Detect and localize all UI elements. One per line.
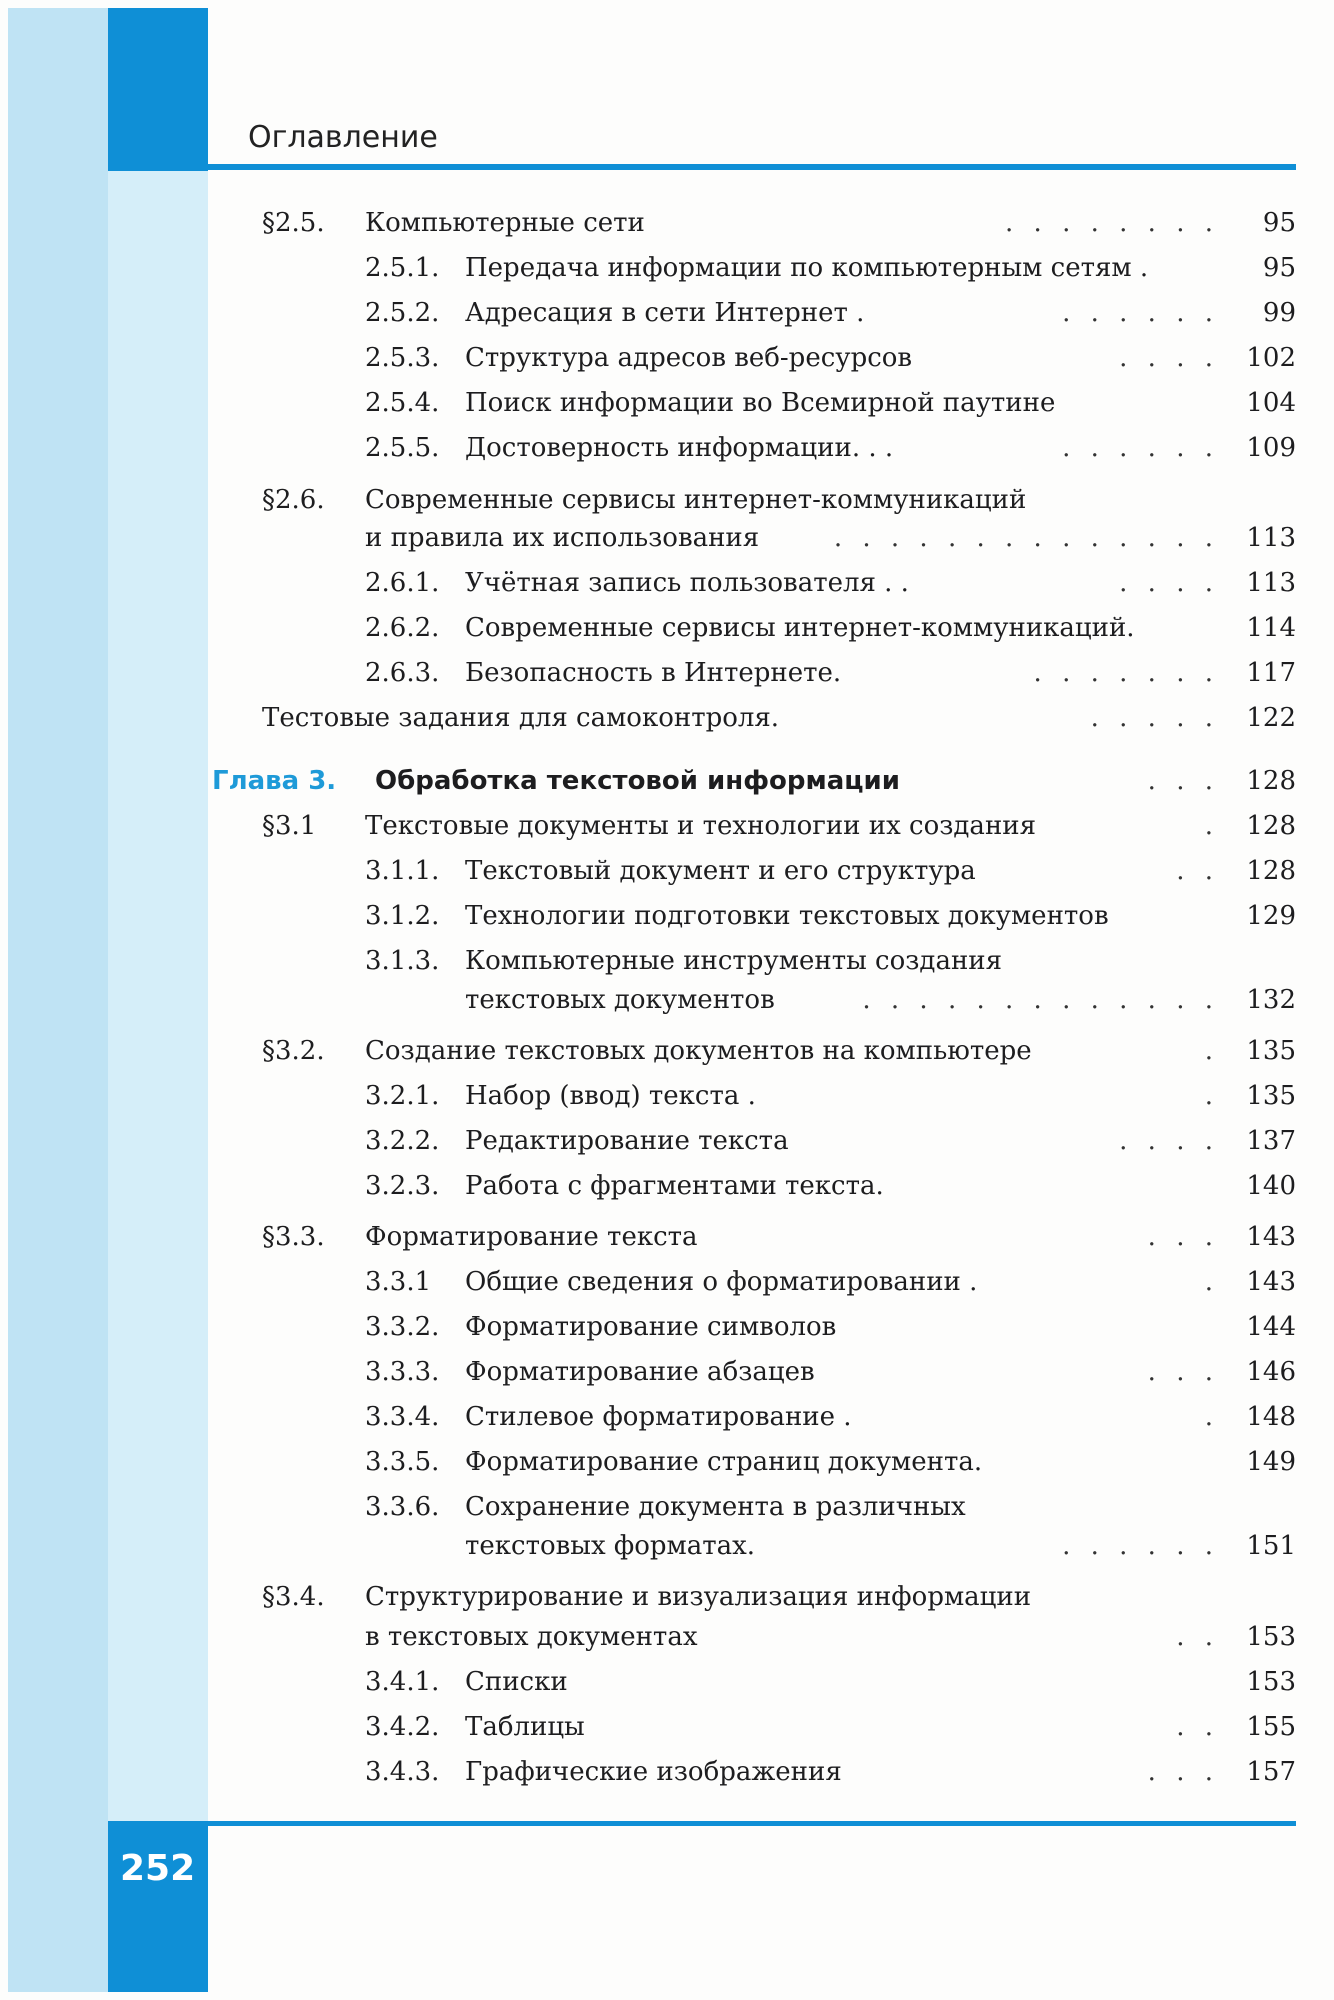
- toc-title: Форматирование абзацев: [465, 1357, 815, 1387]
- toc-row[interactable]: [0, 854, 1334, 894]
- toc-number: 2.6.2.: [365, 613, 440, 643]
- toc-number: 3.4.3.: [365, 1757, 440, 1787]
- toc-page-number: 128: [1246, 856, 1296, 886]
- toc-page-number: 146: [1246, 1357, 1296, 1387]
- toc-leader-dots: . .: [1176, 1622, 1219, 1652]
- toc-number: 3.3.4.: [365, 1402, 440, 1432]
- toc-row[interactable]: [0, 1529, 1334, 1569]
- toc-row[interactable]: [0, 566, 1334, 606]
- toc-page-number: 109: [1246, 433, 1296, 463]
- toc-title: Таблицы: [465, 1712, 585, 1742]
- toc-leader-dots: .: [1204, 1036, 1219, 1066]
- toc-leader-dots: . . . .: [1119, 343, 1219, 373]
- toc-leader-dots: . . . . . .: [1062, 433, 1219, 463]
- toc-title: Общие сведения о форматировании .: [465, 1267, 978, 1297]
- toc-title: Текстовые документы и технологии их создания: [365, 811, 1036, 841]
- toc-row[interactable]: [0, 1580, 1334, 1620]
- toc-row[interactable]: [0, 1079, 1334, 1119]
- toc-number: §2.5.: [262, 208, 325, 238]
- toc-row[interactable]: [0, 701, 1334, 741]
- toc-page-number: 148: [1246, 1402, 1296, 1432]
- toc-title: Форматирование символов: [465, 1312, 837, 1342]
- toc-number: 2.5.3.: [365, 343, 440, 373]
- toc-leader-dots: . . . . . . . . . . . . . .: [833, 523, 1219, 553]
- toc-title: Компьютерные инструменты создания: [465, 946, 1002, 976]
- page-title: Оглавление: [248, 120, 438, 155]
- toc-page-number: 155: [1246, 1712, 1296, 1742]
- toc-title: Передача информации по компьютерным сетям .: [465, 253, 1149, 283]
- toc-row[interactable]: [0, 1445, 1334, 1485]
- toc-leader-dots: . . . . . .: [1062, 1531, 1219, 1561]
- toc-title: Работа с фрагментами текста.: [465, 1171, 884, 1201]
- toc-page-number: 128: [1246, 766, 1296, 796]
- toc-page-number: 153: [1246, 1622, 1296, 1652]
- toc-page-number: 128: [1246, 811, 1296, 841]
- toc-page-number: 151: [1246, 1531, 1296, 1561]
- toc-number: 3.3.6.: [365, 1492, 440, 1522]
- toc-page-number: 129: [1246, 901, 1296, 931]
- toc-row[interactable]: [0, 656, 1334, 696]
- toc-row[interactable]: [0, 1124, 1334, 1164]
- toc-title: Безопасность в Интернете.: [465, 658, 842, 688]
- toc-page-number: 137: [1246, 1126, 1296, 1156]
- toc-leader-dots: . . . .: [1119, 568, 1219, 598]
- toc-number: §3.4.: [262, 1582, 325, 1612]
- toc-page-number: 113: [1246, 523, 1296, 553]
- toc-page-number: 157: [1246, 1757, 1296, 1787]
- toc-title: в текстовых документах: [365, 1622, 698, 1652]
- toc-number: §3.3.: [262, 1222, 325, 1252]
- toc-page-number: 143: [1246, 1222, 1296, 1252]
- toc-number: 3.3.5.: [365, 1447, 440, 1477]
- toc-row[interactable]: [0, 809, 1334, 849]
- toc-leader-dots: . . .: [1147, 766, 1219, 796]
- toc-row[interactable]: [0, 1400, 1334, 1440]
- toc-title: Сохранение документа в различных: [465, 1492, 966, 1522]
- toc-row[interactable]: [0, 431, 1334, 471]
- toc-number: §3.1: [262, 811, 317, 841]
- toc-page-number: 102: [1246, 343, 1296, 373]
- toc-number: 2.6.1.: [365, 568, 440, 598]
- toc-number: 3.2.1.: [365, 1081, 440, 1111]
- toc-leader-dots: . . . . . . . .: [1005, 208, 1219, 238]
- toc-row[interactable]: [0, 483, 1334, 523]
- toc-number: 3.1.1.: [365, 856, 440, 886]
- toc-title: Обработка текстовой информации: [375, 766, 900, 796]
- toc-leader-dots: .: [1204, 811, 1219, 841]
- toc-number: 2.5.5.: [365, 433, 440, 463]
- toc-page-number: 144: [1246, 1312, 1296, 1342]
- toc-title: и правила их использования: [365, 523, 760, 553]
- toc-leader-dots: . .: [1176, 1712, 1219, 1742]
- toc-row[interactable]: [0, 386, 1334, 426]
- toc-title: Форматирование текста: [365, 1222, 698, 1252]
- toc-page-number: 135: [1246, 1036, 1296, 1066]
- toc-page-number: 153: [1246, 1667, 1296, 1697]
- toc-page-number: 95: [1262, 208, 1296, 238]
- toc-leader-dots: .: [1204, 1402, 1219, 1432]
- toc-page-number: 113: [1246, 568, 1296, 598]
- toc-row[interactable]: [0, 983, 1334, 1023]
- toc-title: Компьютерные сети: [365, 208, 645, 238]
- toc-row[interactable]: [0, 944, 1334, 984]
- toc-page-number: 140: [1246, 1171, 1296, 1201]
- toc-chapter-row[interactable]: [0, 764, 1334, 804]
- toc-leader-dots: . . . .: [1119, 1126, 1219, 1156]
- toc-number: 3.4.1.: [365, 1667, 440, 1697]
- toc-title: Форматирование страниц документа.: [465, 1447, 983, 1477]
- toc-title: Современные сервисы интернет-коммуникаций: [365, 485, 1027, 515]
- toc-row[interactable]: [0, 1710, 1334, 1750]
- page-number: 252: [120, 1848, 196, 1889]
- toc-number: §2.6.: [262, 485, 325, 515]
- toc-row[interactable]: [0, 251, 1334, 291]
- toc-title: Тестовые задания для самоконтроля.: [262, 703, 780, 733]
- toc-number: 3.2.3.: [365, 1171, 440, 1201]
- toc-row[interactable]: [0, 521, 1334, 561]
- toc-leader-dots: . . .: [1147, 1757, 1219, 1787]
- toc-row[interactable]: [0, 611, 1334, 651]
- toc-title: Достоверность информации. . .: [465, 433, 894, 463]
- toc-row[interactable]: [0, 1620, 1334, 1660]
- toc-number: Глава 3.: [212, 766, 337, 796]
- toc-leader-dots: . .: [1176, 856, 1219, 886]
- toc-row[interactable]: [0, 1665, 1334, 1705]
- toc-number: 3.1.2.: [365, 901, 440, 931]
- toc-row[interactable]: [0, 296, 1334, 336]
- toc-leader-dots: . . .: [1147, 1222, 1219, 1252]
- toc-page-number: 114: [1246, 613, 1296, 643]
- toc-row[interactable]: [0, 899, 1334, 939]
- toc-row[interactable]: [0, 1220, 1334, 1260]
- toc-title: Современные сервисы интернет-коммуникаций.: [465, 613, 1135, 643]
- toc-page-number: 95: [1262, 253, 1296, 283]
- toc-page-number: 132: [1246, 985, 1296, 1015]
- toc-title: Графические изображения: [465, 1757, 842, 1787]
- toc-leader-dots: . . .: [1147, 1357, 1219, 1387]
- toc-number: 2.6.3.: [365, 658, 440, 688]
- toc-leader-dots: .: [1204, 1267, 1219, 1297]
- toc-title: Текстовый документ и его структура: [465, 856, 976, 886]
- toc-row[interactable]: [0, 1265, 1334, 1305]
- toc-number: 2.5.2.: [365, 298, 440, 328]
- toc-row[interactable]: [0, 1034, 1334, 1074]
- toc-number: 3.4.2.: [365, 1712, 440, 1742]
- toc-title: Структурирование и визуализация информации: [365, 1582, 1032, 1612]
- toc-row[interactable]: [0, 1755, 1334, 1795]
- toc-page-number: 117: [1246, 658, 1296, 688]
- toc-title: Набор (ввод) текста .: [465, 1081, 756, 1111]
- toc-title: Поиск информации во Всемирной паутине: [465, 388, 1056, 418]
- toc-title: Стилевое форматирование .: [465, 1402, 852, 1432]
- toc-row[interactable]: [0, 206, 1334, 246]
- toc-page-number: 135: [1246, 1081, 1296, 1111]
- toc-title: Технологии подготовки текстовых документов: [465, 901, 1109, 931]
- toc-number: 3.3.1: [365, 1267, 432, 1297]
- toc-page-number: 149: [1246, 1447, 1296, 1477]
- toc-title: текстовых документов: [465, 985, 775, 1015]
- toc-row[interactable]: [0, 1310, 1334, 1350]
- toc-row[interactable]: [0, 1355, 1334, 1395]
- toc-page-number: 122: [1246, 703, 1296, 733]
- toc-title: Создание текстовых документов на компьютере: [365, 1036, 1032, 1066]
- toc-number: 3.3.2.: [365, 1312, 440, 1342]
- toc-page-number: 143: [1246, 1267, 1296, 1297]
- toc-row[interactable]: [0, 1169, 1334, 1209]
- toc-number: 3.3.3.: [365, 1357, 440, 1387]
- toc-title: Учётная запись пользователя . .: [465, 568, 909, 598]
- toc-number: 2.5.1.: [365, 253, 440, 283]
- toc-title: Структура адресов веб-ресурсов: [465, 343, 913, 373]
- toc-leader-dots: . . . . . .: [1062, 298, 1219, 328]
- toc-page-number: 99: [1262, 298, 1296, 328]
- toc-title: Списки: [465, 1667, 568, 1697]
- toc-number: §3.2.: [262, 1036, 325, 1066]
- toc-row[interactable]: [0, 341, 1334, 381]
- toc-number: 3.2.2.: [365, 1126, 440, 1156]
- toc-leader-dots: .: [1204, 1081, 1219, 1111]
- toc-page-number: 104: [1246, 388, 1296, 418]
- toc-leader-dots: . . . . . . . . . . . . .: [862, 985, 1219, 1015]
- toc-number: 3.1.3.: [365, 946, 440, 976]
- toc-leader-dots: . . . . .: [1090, 703, 1219, 733]
- toc-title: текстовых форматах.: [465, 1531, 756, 1561]
- toc-number: 2.5.4.: [365, 388, 440, 418]
- toc-row[interactable]: [0, 1490, 1334, 1530]
- toc-title: Редактирование текста: [465, 1126, 789, 1156]
- toc-leader-dots: . . . . . . .: [1033, 658, 1219, 688]
- toc-title: Адресация в сети Интернет .: [465, 298, 865, 328]
